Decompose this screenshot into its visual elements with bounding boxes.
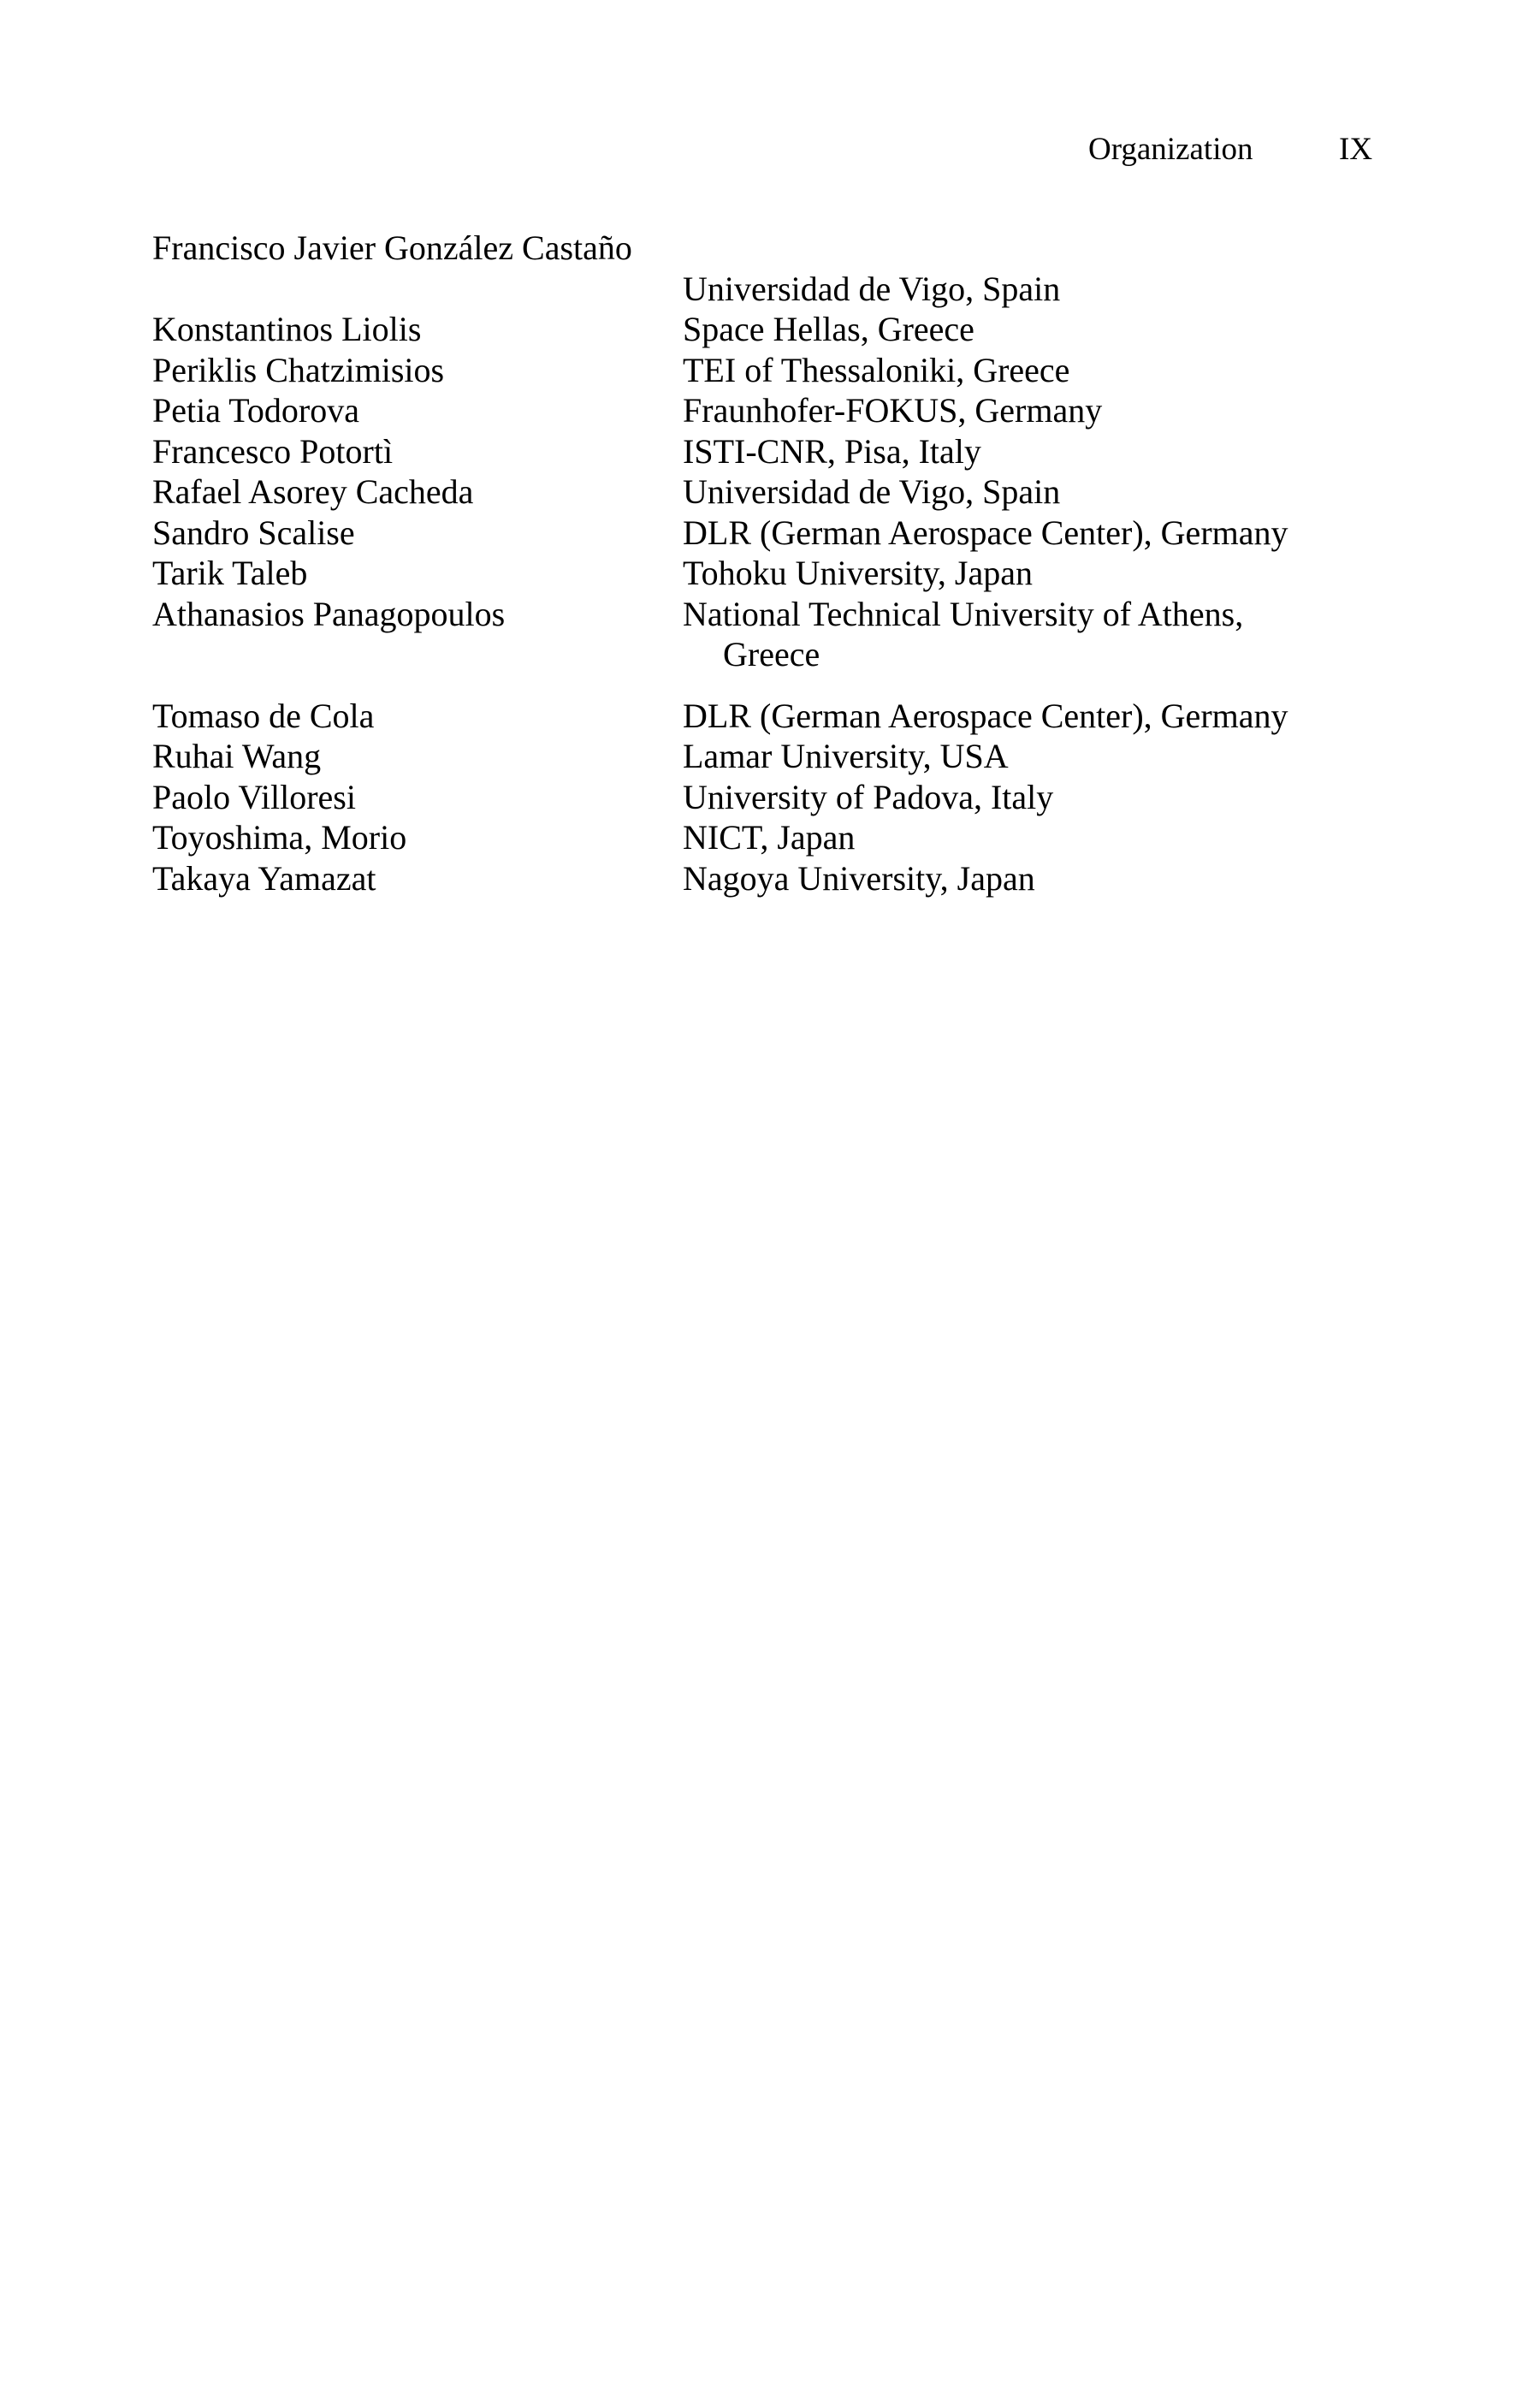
page-number: IX xyxy=(1339,132,1373,167)
committee-member-row xyxy=(152,431,1401,472)
member-affiliation: Space Hellas, Greece xyxy=(683,310,974,348)
committee-member-row xyxy=(152,696,1401,737)
member-name: Konstantinos Liolis xyxy=(152,310,422,348)
member-affiliation: Lamar University, USA xyxy=(683,737,1009,775)
committee-member-row xyxy=(152,309,1401,350)
member-name: Francesco Potortì xyxy=(152,431,394,471)
member-name: Sandro Scalise xyxy=(152,513,355,552)
committee-member-row xyxy=(152,594,1401,675)
member-affiliation: National Technical University of Athens, Greece xyxy=(683,594,1244,673)
committee-member-row xyxy=(152,471,1401,513)
running-header xyxy=(0,128,1540,171)
committee-member-row xyxy=(152,228,1401,309)
member-affiliation: University of Padova, Italy xyxy=(683,777,1054,816)
committee-member-row xyxy=(152,513,1401,554)
member-affiliation: Tohoku University, Japan xyxy=(683,554,1033,592)
member-name: Ruhai Wang xyxy=(152,737,322,775)
committee-member-row xyxy=(152,817,1401,858)
member-name: Petia Todorova xyxy=(152,391,359,430)
member-affiliation: Fraunhofer-FOKUS, Germany xyxy=(683,391,1103,430)
member-name: Tarik Taleb xyxy=(152,554,308,592)
committee-member-row xyxy=(152,390,1401,431)
committee-member-row xyxy=(152,553,1401,594)
member-name: Athanasios Panagopoulos xyxy=(152,594,506,633)
member-name: Takaya Yamazat xyxy=(152,858,376,898)
member-affiliation: ISTI-CNR, Pisa, Italy xyxy=(683,431,981,471)
committee-member-row xyxy=(152,858,1401,899)
member-affiliation: Universidad de Vigo, Spain xyxy=(683,269,1061,308)
section-title: Organization xyxy=(1088,132,1253,167)
committee-list xyxy=(152,228,1401,898)
committee-member-row xyxy=(152,350,1401,391)
member-affiliation: Universidad de Vigo, Spain xyxy=(683,472,1061,511)
member-name: Tomaso de Cola xyxy=(152,696,375,735)
member-affiliation: Nagoya University, Japan xyxy=(683,858,1035,898)
member-name: Francisco Javier González Castaño xyxy=(152,228,632,267)
member-affiliation: NICT, Japan xyxy=(683,818,856,857)
committee-member-row xyxy=(152,736,1401,777)
member-name: Rafael Asorey Cacheda xyxy=(152,472,474,511)
member-name: Periklis Chatzimisios xyxy=(152,350,445,389)
member-name: Toyoshima, Morio xyxy=(152,818,407,857)
committee-member-row xyxy=(152,777,1401,818)
member-affiliation: TEI of Thessaloniki, Greece xyxy=(683,350,1070,389)
member-name: Paolo Villoresi xyxy=(152,777,356,816)
member-affiliation: DLR (German Aerospace Center), Germany xyxy=(683,696,1288,735)
member-affiliation: DLR (German Aerospace Center), Germany xyxy=(683,513,1288,552)
